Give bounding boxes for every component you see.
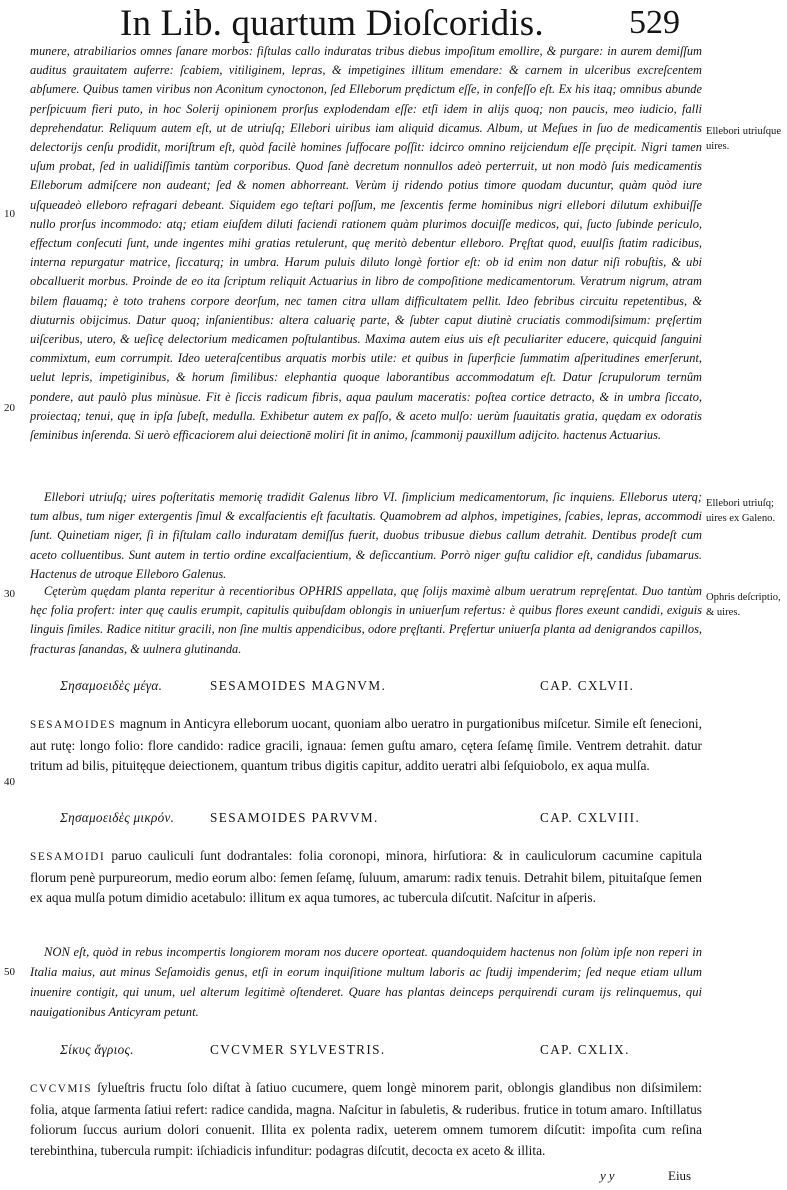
chapter-lead-word: SESAMOIDES (30, 719, 117, 731)
chapter-number: CAP. CXLIX. (540, 1042, 630, 1057)
margin-note: Ophris deſcriptio, & uires. (706, 592, 781, 618)
chapter-number: CAP. CXLVIII. (540, 810, 641, 825)
chapter-text (30, 1078, 702, 1161)
commentary-paragraph-galen: Ellebori utriuſq; uires poſteritatis memorię tradidit Galenus libro VI. ſimplicium medicamentorum, ſic inquiens. Elleborus uterq; tum albus, tum niger extergentis ſimul & excalfacientis eſt facultatis. Quamobrem ad alphos, impetigines, ſcabies, lepras, accommodi ſunt. Quinetiam niger, ſi in fiſtulam callo induratam demiſſus fuerit, duobus tribusue diebus callum detrahit. Dentibus prodeſt cum aceto colluentibus. Sunt autem in tertio ordine excalfacientium, & deſiccantium. Porrò niger guſtu calidior eſt, candidus ſubamarus. Hactenus de utroque Elleboro Galenus. (30, 490, 702, 581)
line-number: 20 (4, 402, 15, 414)
chapter-body: magnum in Anticyra elleborum uocant, quoniam albo ueratro in purgationibus miſcetur. Simile eſt ſenecioni, aut rutę: longo folio: flore candido: radice gracili, ignaua: ſemen guſtu amaro, cętera ſeſamę ſimile. Ventrem detrahit. datur tritum ad bilis, pituitęque deiectionem, quantum tribus digitis capitur, addito ueratri albi ſeſquiobolo, ex aqua mulſa. (30, 716, 702, 774)
line-number: 50 (4, 966, 15, 978)
line-number: 10 (4, 208, 15, 220)
running-title: In Lib. quartum Dioſcoridis. (120, 3, 544, 44)
chapter-text (30, 846, 702, 909)
line-number: 40 (4, 776, 15, 788)
line-number: 30 (4, 588, 15, 600)
page-header (120, 2, 680, 46)
signature-mark: yy (600, 1168, 618, 1183)
commentary-paragraph: munere, atrabiliarios omnes ſanare morbos: fiſtulas callo induratas tribus diebus impoſitum emollire, & purgare: in aurem demiſſum auditus grauitatem auferre: ſcabiem, vitiliginem, lepras, & impetigines illitum emendare: & carnem in ulceribus excreſcentem abſumere. Quibus tamen viribus non Aconitum cynoctonon, ſed Elleborum prędictum eſſe, in confeſſo eſt. Ex his itaq; omnibus abunde perſpicuum fieri puto, in hoc Solerij opinionem prorſus explodendam eſſe: etſi idem in alijs quoq; non paucis, meo iudicio, falli deprehendatur. Reliquum autem eſt, ut de utriuſq; Ellebori uiribus iam aliquid dicamus. Album, ut Meſues in ſuo de medicamentis delectorijs cenſu prodidit, moriſtrum eſt, quòd facilè homines ſuffocare poſſit: idcirco omnino reijciendum eſſe pręcipit. Nigri tamen uſum probat, ſed in ualidiſſimis tantùm corporibus. Quod ſanè decretum nonnullos adeò perterruit, ut non modò ſuis medicamentis Elleborum admiſcere non audeant; ſed & nomen abhorreant. Verùm ij ridendo potius timore quodam ducuntur, quàm quòd iure uſqueadeò elleboro refragari debeant. Siquidem ego teſtari poſſum, me ſexcentis ferme hominibus nigri ellebori dilutum exhibuiſſe nullo prorſus incommodo: atq; etiam eiuſdem diluti faciendi rationem quàm plurimos docuiſſe medicos, qui, ſucto ſubinde periculo, effectum conſecuti ſunt, unde ingentes mihi gratias retulerunt, quę meritò debentur elleboro. Pręſtat quod, euulſis ſtatim radicibus, interna repurgatur matrice, ſiccaturq; in umbra. Harum puluis diluto longè fortior eſt: ob id enim non datur niſi robuſtis, & ubi obcalluerit morbus. Proinde de eo ita ſcriptum reliquit Actuarius in libro de compoſitione medicamentorum. Veratrum nigrum, atram bilem flauamq; è toto trahens corpore deorſum, nec tamen citra ullam difficultatem pellit. Ideo febribus circuitu repetentibus, & diuturnis obijcimus. Datur quoq; inſanientibus: altera caluarię parte, & ſubter caput diutinè cruciatis commodiſsimum: pręſertim uiſceribus, utero, & ueſicę delectorium medicamen poſtulantibus. Maxima autem eius uis eſt peculiariter educere, quicquid ſanguini commixtum, eum corrumpit. Ideo ueteraſcentibus arquatis morbis utile: et quibus in ſuperficie ſummatim aſperitudines emerſerunt, uelut lepris, impetiginibus, & horum ſimilibus: elephantia quoque laborantibus accommodatum eſt. Datur ſcrupulorum ternûm pondere, aut paulò plus minùsue. Fit è ſiccis radicum fibris, aqua paulum maceratis: poſtea cortice detracto, & in umbra ſiccato, proiectaq; tenui, quę in ipſa ſubeſt, medulla. Exhibetur autem ex paſſo, & aceto mulſo: uerùm ſuauitatis gratia, quędam ex odoratis ſeminibus inſerenda. Si uerò efficaciorem alui deiectionē moliri ſit in animo, ſcammonij pauxillum adijcito. hactenus Actuarius. (30, 44, 702, 443)
page-number: 529 (629, 4, 680, 41)
chapter-greek-title: Σησαμοειδὲς μικρόν. (60, 810, 175, 825)
chapter-latin-title: CVCVMER SYLVESTRIS. (210, 1042, 386, 1057)
chapter-lead-word: SESAMOIDI (30, 851, 106, 863)
chapter-greek-title: Σίκυς ἄγριος. (60, 1042, 134, 1057)
chapter-lead-word: CVCVMIS (30, 1083, 93, 1095)
chapter-heading (60, 678, 700, 702)
chapter-latin-title: SESAMOIDES PARVVM. (210, 810, 379, 825)
commentary-paragraph-ophris: Cęterùm quędam planta reperitur à recentioribus OPHRIS appellata, quę ſolijs maximè album ueratrum repręſentat. Duo tantùm hęc folia profert: inter quę caulis erumpit, capitulis quibuſdam oblongis in uniuerſum refertus: è quibus flores exeunt candidi, exiguis linguis ſimiles. Radice nititur gracili, non ſine multis appendicibus, odore pręſtanti. Pręfertur uniuerſa planta ad denigrandos capillos, fracturas ſanandas, & uulnera glutinanda. (30, 584, 702, 656)
margin-note: Ellebori utriuſque uires. (706, 126, 782, 152)
chapter-heading (60, 810, 700, 834)
chapter-commentary: NON eſt, quòd in rebus incompertis longiorem moram nos ducere oporteat. quandoquidem hactenus non ſolùm ipſe non reperi in Italia maius, aut minus Seſamoidis genus, etſi in eorum inquiſitione multum laboris ac ſtudij impenderim; ſed neque etiam ullum inuenire contigit, qui unum, uel alterum legitimè oſtenderet. Quare has plantas deinceps perquirendi curam ijs relinquemus, qui nauigationibus Anticyram petunt. (30, 945, 702, 1019)
margin-note: Ellebori utriuſq; uires ex Galeno. (706, 498, 776, 524)
chapter-text (30, 714, 702, 777)
chapter-latin-title: SESAMOIDES MAGNVM. (210, 678, 387, 693)
chapter-heading (60, 1042, 700, 1066)
chapter-body: paruo cauliculi ſunt dodrantales: folia coronopi, minora, hirſutiora: & in cauliculorum cacumine capitula florum penè purpureorum, medio eorum albo: ſemen ſeſamę, ſuluum, amarum: radix tenuis. Detrahit bilem, pituitaſque ſemen ex aqua mulſa potum dimidio acetabulo: illitum ex aqua tumores, ac tubercula diſcutit. Naſcitur in aſperis. (30, 848, 702, 906)
catchword: Eius (668, 1168, 692, 1183)
chapter-number: CAP. CXLVII. (540, 678, 635, 693)
page-footer (550, 1168, 730, 1188)
chapter-body: ſylueſtris fructu ſolo diſtat à ſatiuo cucumere, quem longè minorem parit, oblongis glandibus non diſsimilem: folia, atque ſarmenta ſatiui refert: radice candida, magna. Naſcitur in ſabuletis, & ruderibus. frutice in totum amaro. Inſtillatus foliorum ſuccus aurium dolori conuenit. Illita ex polenta radix, ueterem omnem tumorem diſcutit: impoſita cum reſina terebinthina, tubercula rumpit: iſchiadicis infunditur: podagras diſcutit, decocta ex aceto & illita. (30, 1080, 702, 1158)
chapter-greek-title: Σησαμοειδὲς μέγα. (60, 678, 163, 693)
